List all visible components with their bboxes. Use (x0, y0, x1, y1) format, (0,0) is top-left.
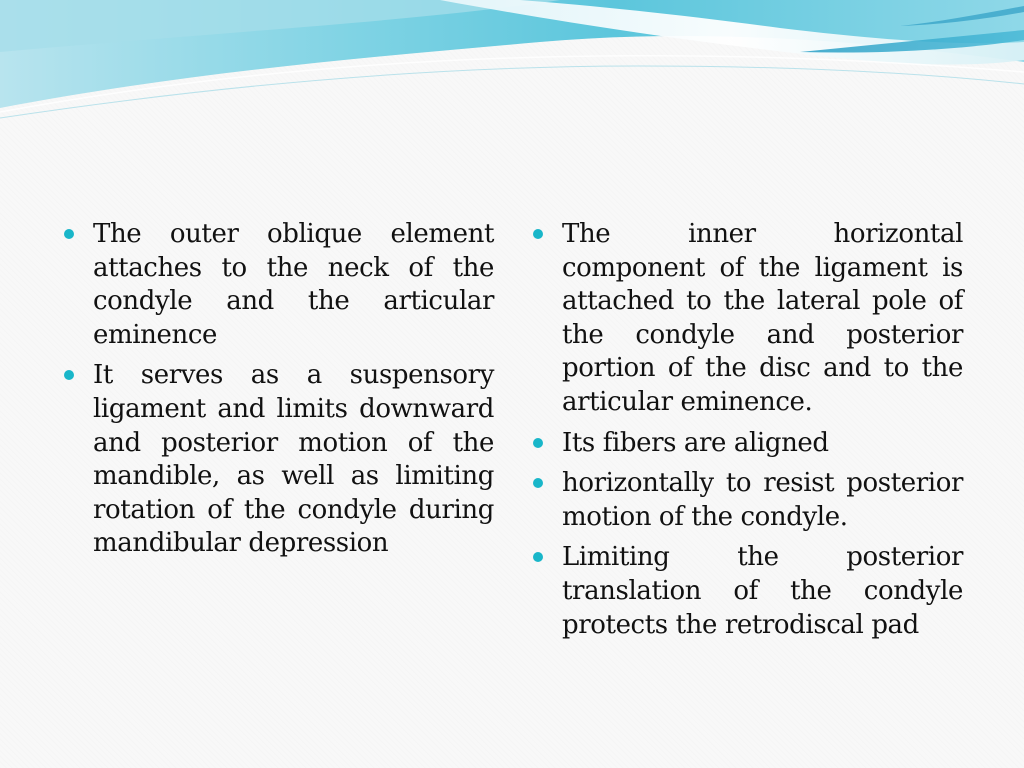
list-item (62, 218, 494, 352)
list-item (62, 359, 494, 561)
list-item (531, 541, 963, 642)
bullet-dot-icon (64, 229, 74, 239)
bullet-dot-icon (533, 229, 543, 239)
bullet-text: The outer oblique element attaches to the neck of the condyle and the articular eminence (93, 219, 494, 350)
bullet-text: It serves as a suspensory ligament and limits downward and posterior motion of the mandible, as well as limiting rotation of the condyle during mandibular depression (93, 360, 494, 559)
bullet-text: The inner horizontal component of the ligament is attached to the lateral pole of the condyle and posterior portion of the disc and to the articular eminence. (562, 219, 963, 417)
bullet-dot-icon (533, 552, 543, 562)
bullet-dot-icon (64, 370, 74, 380)
bullet-text: horizontally to resist posterior motion of the condyle. (562, 468, 963, 532)
list-item (531, 427, 963, 461)
right-column (531, 218, 963, 649)
bullet-text: Its fibers are aligned (562, 427, 829, 458)
left-column (62, 218, 494, 568)
bullet-dot-icon (533, 438, 543, 448)
header-wave-decoration (0, 0, 1024, 130)
bullet-text: Limiting the posterior translation of the condyle protects the retrodiscal pad (562, 542, 963, 640)
right-bullet-list (531, 218, 963, 642)
left-bullet-list (62, 218, 494, 561)
list-item (531, 467, 963, 534)
list-item (531, 218, 963, 420)
bullet-dot-icon (533, 478, 543, 488)
